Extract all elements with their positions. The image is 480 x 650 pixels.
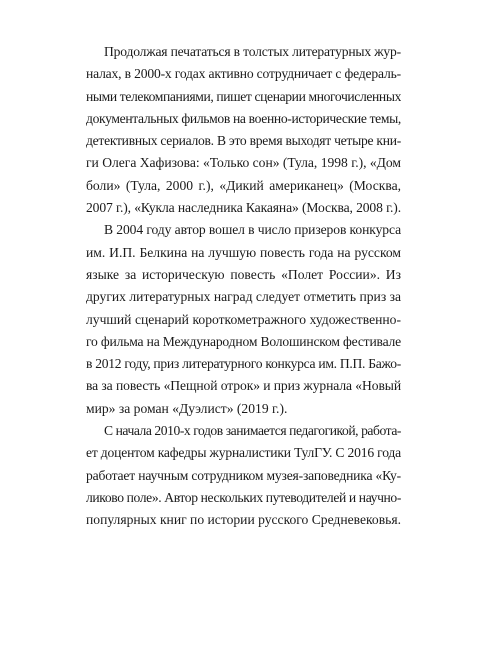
paragraph-1-line-2: налах, в 2000-х годах активно сотрудничает с федераль- xyxy=(86,66,401,82)
paragraph-1-line-3: ными телекомпаниями, пишет сценарии многочисленных xyxy=(86,88,401,104)
paragraph-2-line-9: мир» за роман «Дуэлист» (2019 г.). xyxy=(86,400,288,416)
paragraph-1-line-7: боли» (Тула, 2000 г.), «Дикий американец» (Москва, xyxy=(86,177,401,193)
paragraph-3-line-5: популярных книг по истории русского Средневековья. xyxy=(86,512,401,528)
paragraph-1-line-6: ги Олега Хафизова: «Только сон» (Тула, 1998 г.), «Дом xyxy=(86,155,401,171)
paragraph-2-line-2: им. И.П. Белкина на лучшую повесть года на русском xyxy=(86,244,401,260)
paragraph-3-line-3: работает научным сотрудником музея-заповедника «Ку- xyxy=(86,467,401,483)
paragraph-3-line-4: ликово поле». Автор нескольких путеводителей и научно- xyxy=(86,489,401,505)
paragraph-2-line-7: в 2012 году, приз литературного конкурса им. П.П. Бажо- xyxy=(86,356,401,372)
paragraph-3-line-1: С начала 2010-х годов занимается педагогикой, работа- xyxy=(104,423,401,439)
paragraph-3-line-2: ет доцентом кафедры журналистики ТулГУ. С 2016 года xyxy=(86,445,401,461)
paragraph-1-line-1: Продолжая печататься в толстых литературных жур- xyxy=(104,44,401,59)
paragraph-2-line-3: языке за историческую повесть «Полет России». Из xyxy=(86,266,401,282)
paragraph-1-line-8: 2007 г.), «Кукла наследника Какаяна» (Москва, 2008 г.). xyxy=(86,200,401,216)
paragraph-2-line-1: В 2004 году автор вошел в число призеров конкурса xyxy=(104,222,401,238)
page-text xyxy=(86,41,401,532)
paragraph-1-line-5: детективных сериалов. В это время выходят четыре кни- xyxy=(86,133,401,149)
paragraph-2-line-6: го фильма на Международном Волошинском фестивале xyxy=(86,333,401,349)
paragraph-2-line-5: лучший сценарий короткометражного художественно- xyxy=(86,311,401,327)
paragraph-2-line-4: других литературных наград следует отметить приз за xyxy=(86,289,401,305)
paragraph-2-line-8: ва за повесть «Пещной отрок» и приз журнала «Новый xyxy=(86,378,401,394)
paragraph-1-line-4: документальных фильмов на военно-исторические темы, xyxy=(86,110,401,126)
